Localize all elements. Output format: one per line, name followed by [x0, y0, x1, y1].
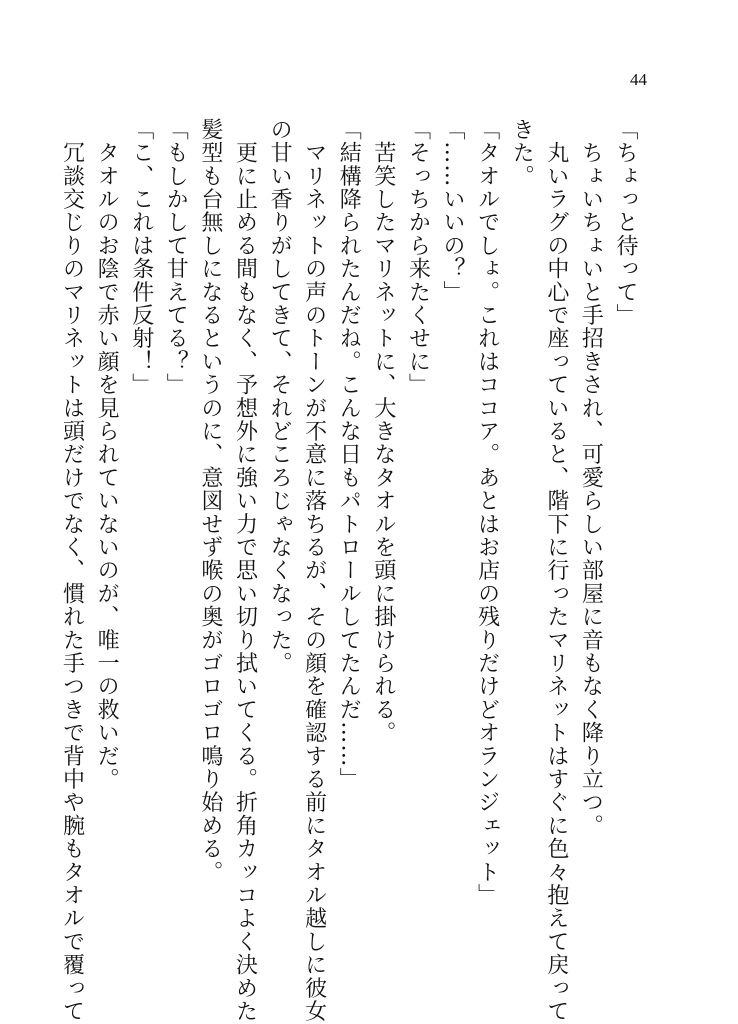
text-line: タオルのお陰で赤い顔を見られていないのが、唯一の救いだ。: [94, 118, 120, 791]
text-line: 「タオルでしょ。これはココア。あとはお店の残りだけどオランジェット」: [474, 118, 500, 907]
text-line: 「……いいの？」: [440, 118, 466, 304]
text-line: 「結構降られたんだね。こんな日もパトロールしてたんだ……」: [336, 118, 362, 791]
text-line: マリネットの声のトーンが不意に落ちるが、その顔を確認する前にタオル越しに彼女: [301, 118, 327, 1023]
text-line: ちょいちょいと手招きされ、可愛らしい部屋に音もなく降り立つ。: [578, 118, 604, 838]
text-line: 「こ、これは条件反射！」: [128, 118, 154, 397]
text-line: 「ちょっと待って」: [613, 118, 638, 327]
vertical-text-body: [54, 118, 642, 1023]
text-line: 「そっちから来たくせに」: [405, 118, 431, 397]
text-line: きた。: [509, 118, 535, 188]
text-line: 更に止める間もなく、予想外に強い力で思い切り拭いてくる。折角カッコよく決めた: [232, 118, 258, 1023]
text-line: 髪型も台無しになるというのに、意図せず喉の奥がゴロゴロ鳴り始める。: [197, 118, 223, 884]
text-line: 丸いラグの中心で座っていると、階下に行ったマリネットはすぐに色々抱えて戻って: [543, 118, 569, 1023]
page-number: 44: [630, 70, 647, 89]
text-line: 苦笑したマリネットに、大きなタオルを頭に掛けられる。: [370, 118, 396, 745]
text-line: 「もしかして甘えてる？」: [163, 118, 189, 397]
text-line: の甘い香りがしてきて、それどころじゃなくなった。: [267, 118, 293, 675]
text-line: 冗談交じりのマリネットは頭だけでなく、慣れた手つきで背中や腕もタオルで覆って: [59, 118, 85, 1023]
